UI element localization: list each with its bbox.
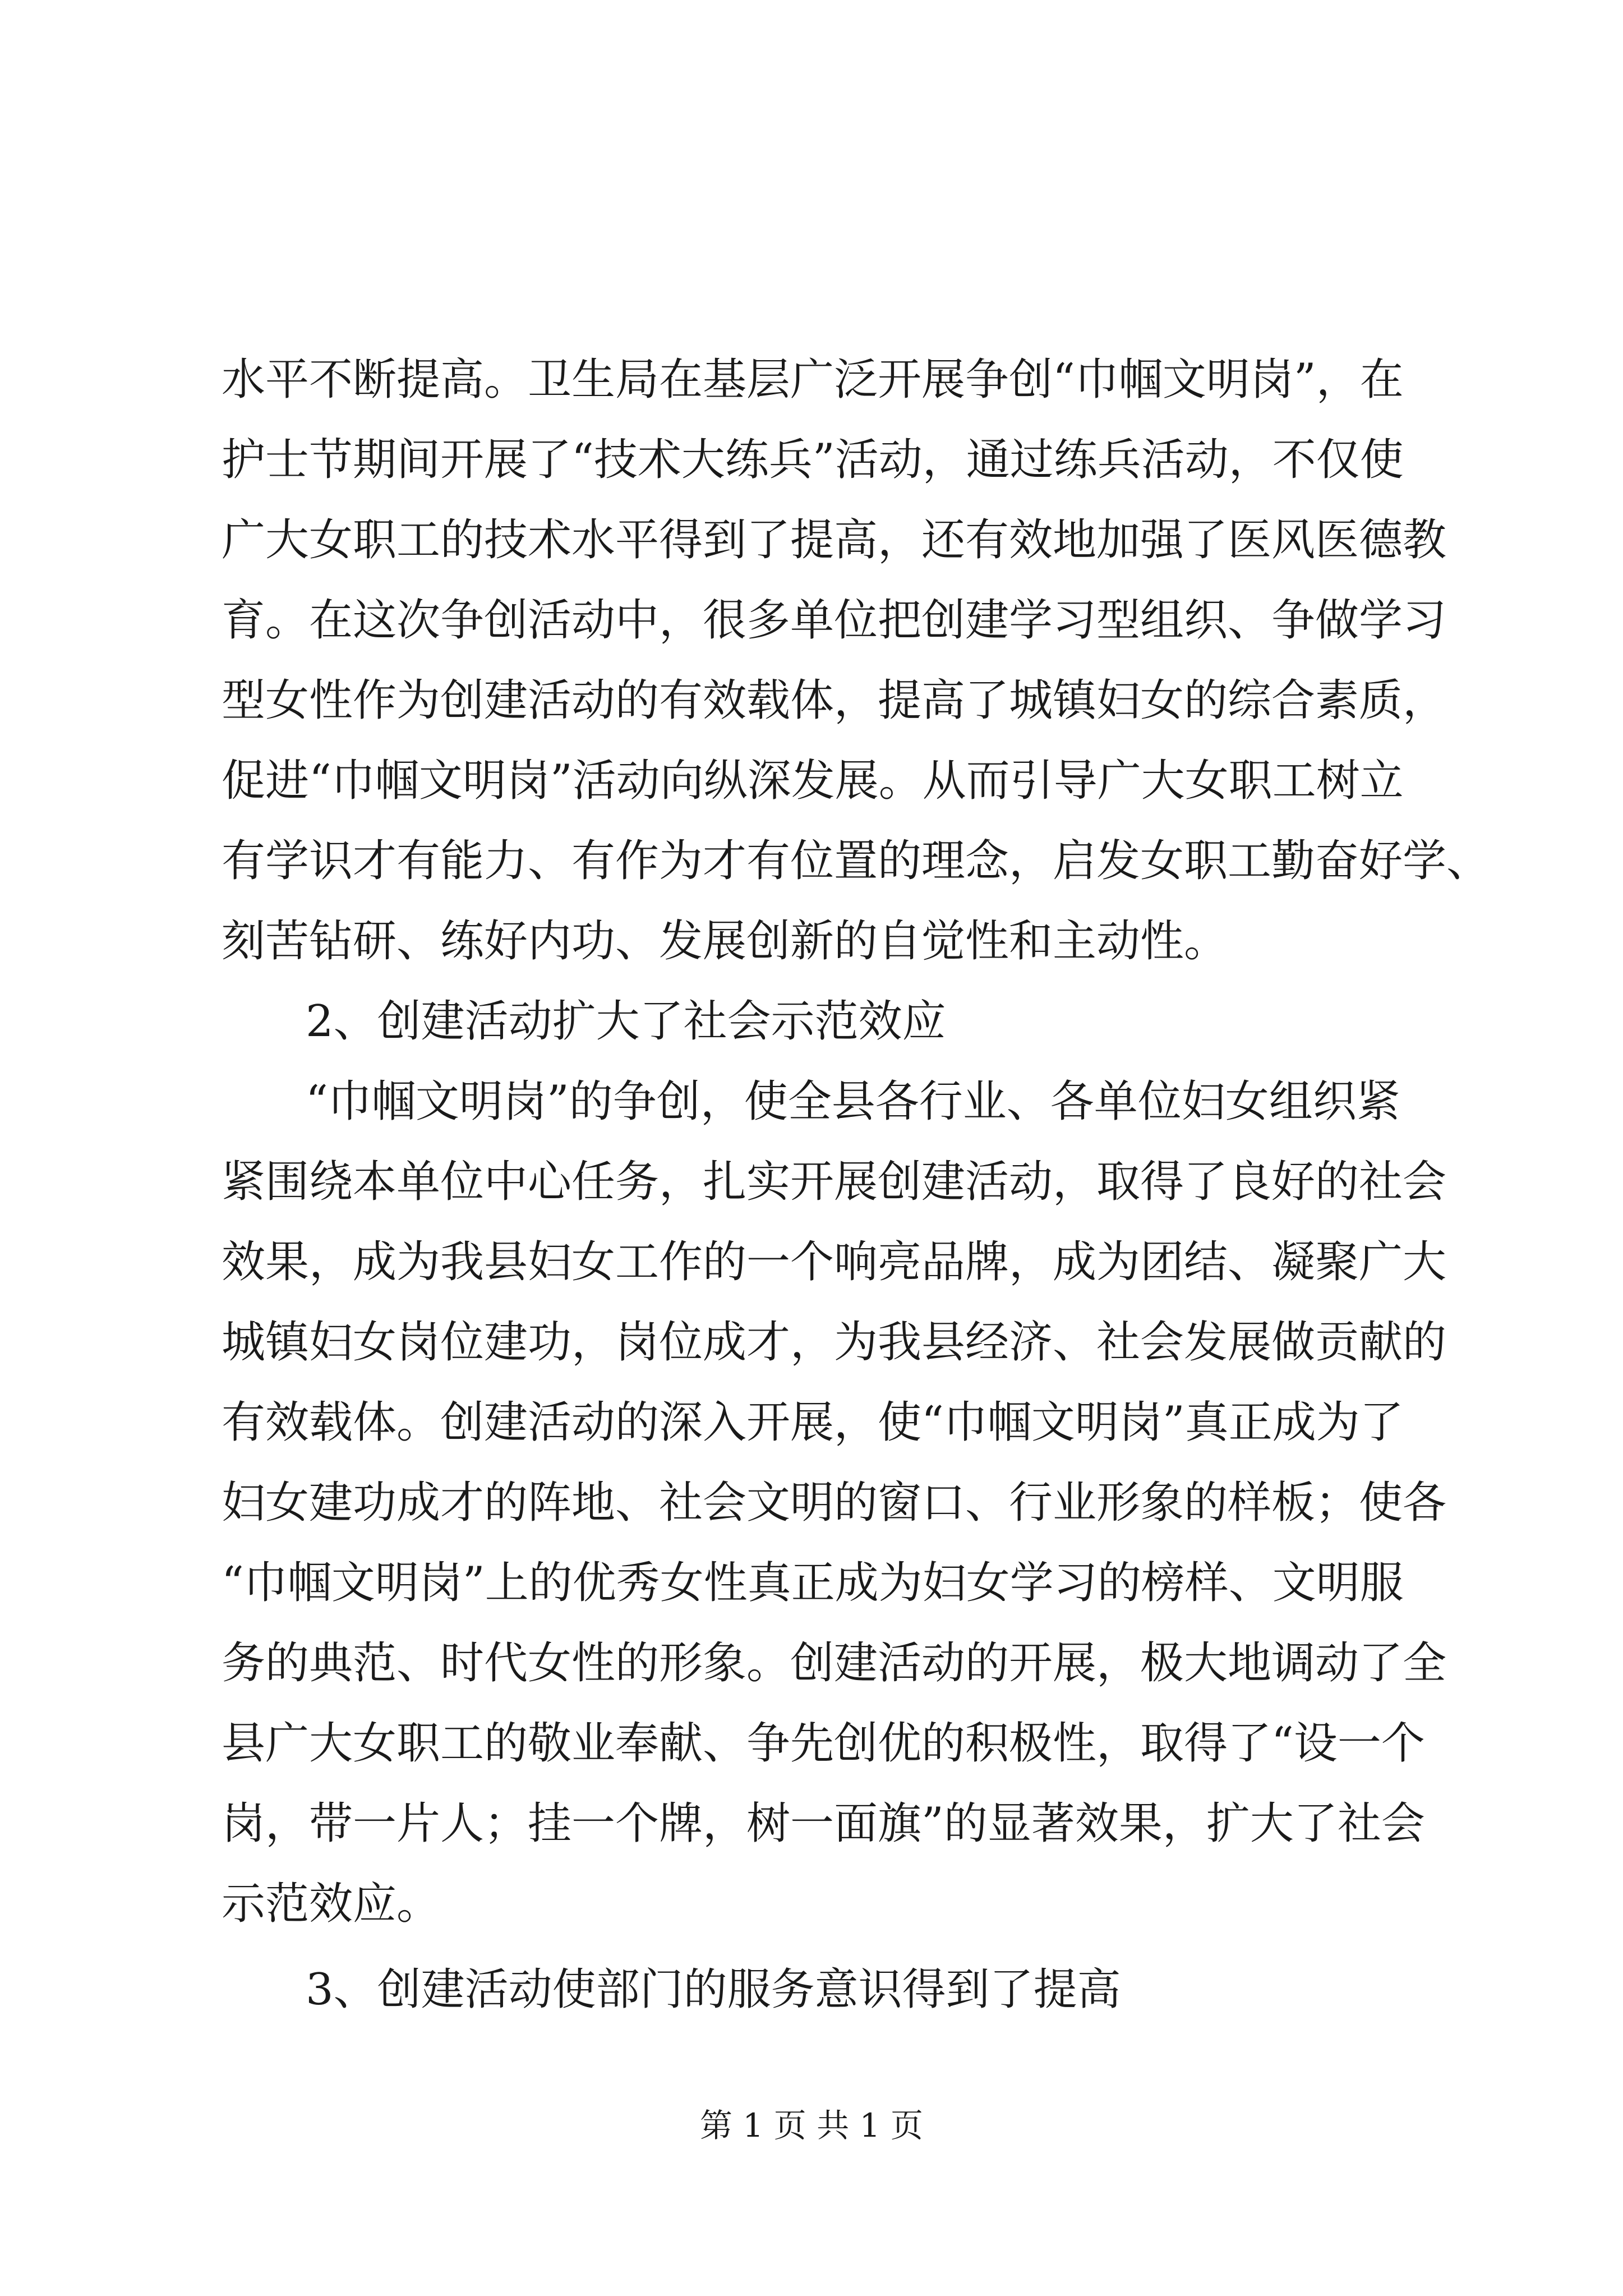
body-line: 水平不断提高。卫生局在基层广泛开展争创“巾帼文明岗”，在 (222, 355, 1404, 405)
body-line: “巾帼文明岗”上的优秀女性真正成为妇女学习的榜样、文明服 (222, 1558, 1404, 1608)
body-line: 城镇妇女岗位建功，岗位成才，为我县经济、社会发展做贡献的 (222, 1317, 1447, 1368)
body-line: 紧围绕本单位中心任务，扎实开展创建活动，取得了良好的社会 (222, 1157, 1447, 1207)
body-line: 有效载体。创建活动的深入开展，使“巾帼文明岗”真正成为了 (222, 1397, 1404, 1448)
body-line: 广大女职工的技术水平得到了提高，还有效地加强了医风医德教 (222, 515, 1447, 565)
body-line: 县广大女职工的敬业奉献、争先创优的积极性，取得了“设一个 (222, 1718, 1425, 1769)
body-line: 务的典范、时代女性的形象。创建活动的开展，极大地调动了全 (222, 1638, 1447, 1688)
body-line: 促进“巾帼文明岗”活动向纵深发展。从而引导广大女职工树立 (222, 756, 1404, 806)
section-heading: 3、创建活动使部门的服务意识得到了提高 (306, 1964, 1121, 2015)
body-line: “巾帼文明岗”的争创，使全县各行业、各单位妇女组织紧 (306, 1076, 1400, 1127)
body-line: 刻苦钻研、练好内功、发展创新的自觉性和主动性。 (222, 916, 1228, 967)
page-footer: 第 1 页 共 1 页 (700, 2106, 923, 2145)
body-line: 育。在这次争创活动中，很多单位把创建学习型组织、争做学习 (222, 595, 1447, 646)
body-line: 护士节期间开展了“技术大练兵”活动，通过练兵活动，不仅使 (222, 435, 1404, 485)
body-line: 示范效应。 (222, 1879, 441, 1929)
section-heading: 2、创建活动扩大了社会示范效应 (306, 996, 946, 1047)
body-line: 有学识才有能力、有作为才有位置的理念，启发女职工勤奋好学、 (222, 836, 1491, 886)
body-line: 型女性作为创建活动的有效载体，提高了城镇妇女的综合素质， (222, 675, 1447, 726)
body-line: 效果，成为我县妇女工作的一个响亮品牌，成为团结、凝聚广大 (222, 1237, 1447, 1287)
body-line: 妇女建功成才的阵地、社会文明的窗口、行业形象的样板；使各 (222, 1478, 1447, 1528)
body-line: 岗，带一片人；挂一个牌，树一面旗”的显著效果，扩大了社会 (222, 1798, 1425, 1849)
